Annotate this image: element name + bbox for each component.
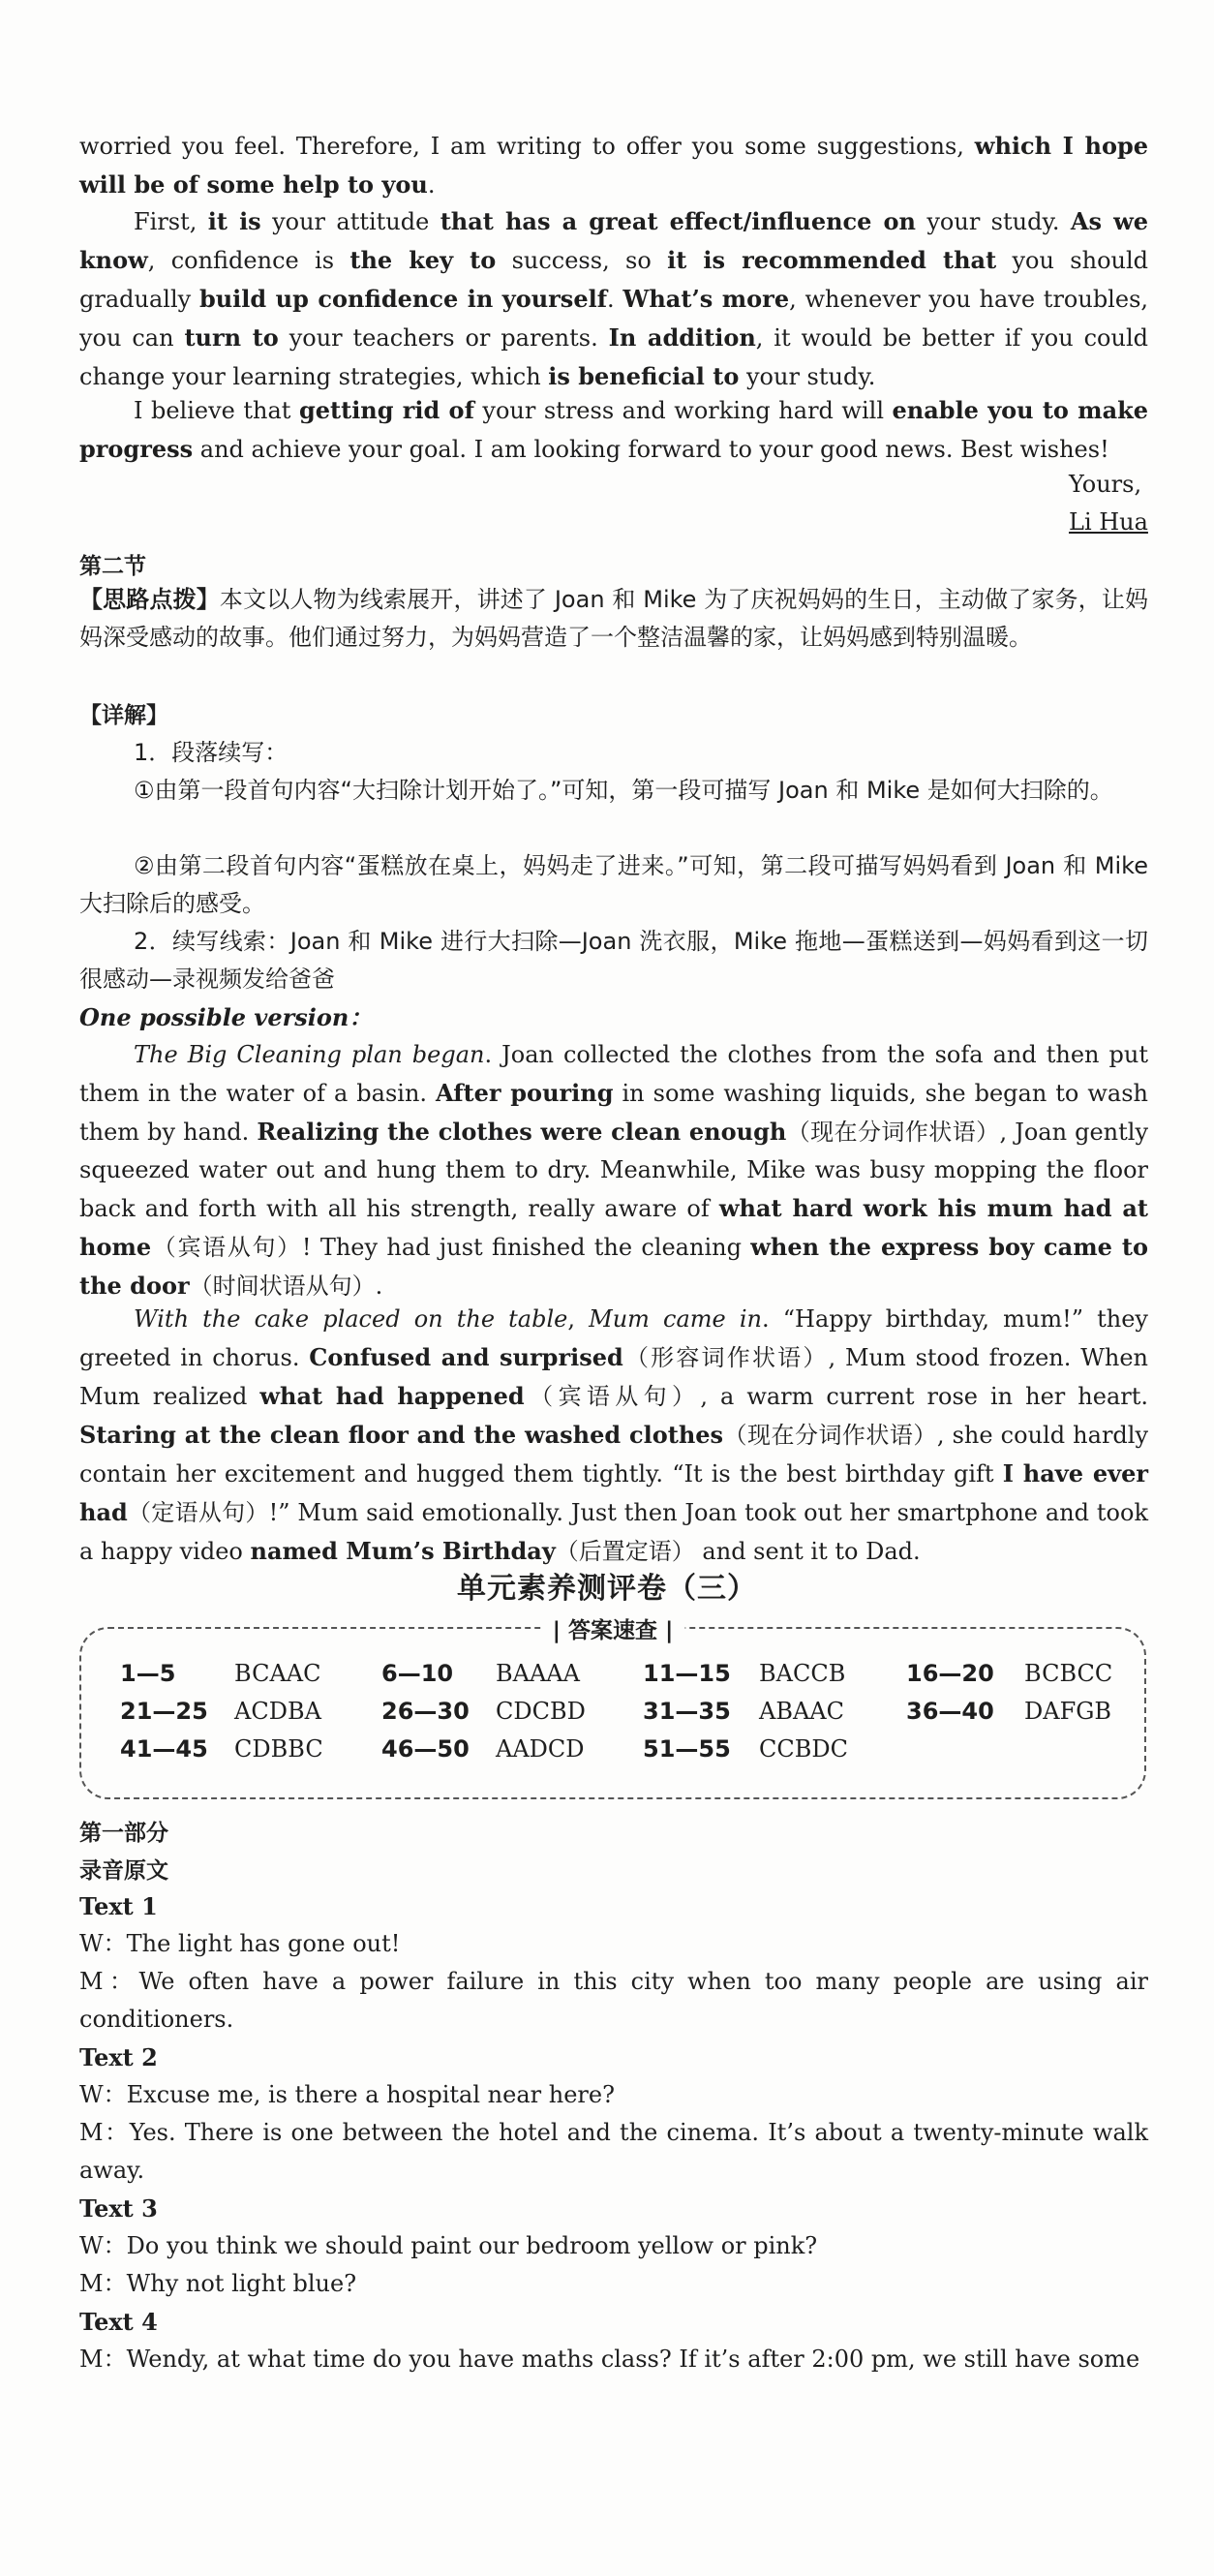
dialogue-line: M：Why not light blue? [79,2270,357,2297]
dialogue-line: W：The light has gone out! [79,1930,401,1957]
version-paragraph-2: With the cake placed on the table, Mum came in. “Happy birthday, mum!” they greeted in chorus. Confused and surprised（形容词作状语）, Mum stood frozen. When Mum realized what had happened（宾语从句）, a warm current rose in her heart. Staring at the clean floor and the washed clothes（现在分词作状语）, she could hardly contain her excitement and hugged them tightly. “It is the best birthday gift I have ever had（定语从句）!” Mum said emotionally. Just then Joan took out her smartphone and took a happy video named Mum’s Birthday（后置定语） and sent it to Dad. [79,1305,1149,1565]
detail-label: 【详解】 [79,703,168,728]
part-heading: 第一部分 [79,1821,168,1846]
detail-item-1: 1．段落续写： [134,739,288,766]
unit-title: 单元素养测评卷（三） [457,1572,757,1606]
dialogue-line: M：Yes. There is one between the hotel and the cinema. It’s about a twenty-minute walk away. [79,2119,1148,2184]
dialogue-line: W：Excuse me, is there a hospital near here? [79,2081,615,2108]
version-paragraph-1: The Big Cleaning plan began. Joan collected the clothes from the sofa and then put them in the water of a basin. After pouring in some washing liquids, she began to wash them by hand. Realizing the clothes were clean enough（现在分词作状语）, Joan gently squeezed water out and hung them to dry. Meanwhile, Mike was busy mopping the floor back and forth with all his strength, really aware of what hard work his mum had at home（宾语从句）! They had just finished the cleaning when the express boy came to the door（时间状语从句）. [79,1041,1149,1300]
text-label: Text 1 [79,1892,158,1920]
version-label: One possible version： [79,1003,373,1031]
dialogue-line: M：We often have a power failure in this city when too many people are using air conditioners. [79,1968,1148,2033]
letter-paragraph-0: worried you feel. Therefore, I am writing to offer you some suggestions, which I hope will be of some help to you. [79,132,1149,199]
letter-paragraph-2: I believe that getting rid of your stress and working hard will enable you to make progress and achieve your goal. I am looking forward to your good news. Best wishes! [79,396,1149,463]
letter-paragraph-1: First, it is your attitude that has a great effect/influence on your study. As we know, confidence is the key to success, so it is recommended that you should gradually build up confidence in yourself. What’s more, whenever you have troubles, you can turn to your teachers or parents. In addition, it would be better if you could change your learning strategies, which is beneficial to your study. [79,207,1149,390]
detail-item-1a: ①由第一段首句内容“大扫除计划开始了。”可知，第一段可描写 Joan 和 Mike 是如何大扫除的。 [134,777,1113,804]
tip-paragraph: 【思路点拨】本文以人物为线索展开，讲述了 Joan 和 Mike 为了庆祝妈妈的生日，主动做了家务，让妈妈深受感动的故事。他们通过努力，为妈妈营造了一个整洁温馨的家，让妈妈感到特别温暖。 [79,586,1148,651]
answer-key-box: | 答案速查 | 1—5 BCAAC 6—10 BAAAA 11—15 BACCB 16—20 BCBCC 21—25 ACDBA 26—30 CDCBD 31—35 ABAAC 36—40 DAFGB 41—45 CDBBC 46—50 AADCD 51—55 CCBDC [79,1627,1146,1799]
text-label: Text 4 [79,2308,158,2336]
text-label: Text 2 [79,2043,158,2071]
letter-signature: Li Hua [1069,508,1148,536]
letter-closing: Yours, [1069,471,1142,498]
text-label: Text 3 [79,2194,158,2223]
section-heading: 第二节 [79,554,146,579]
dialogue-line: M：Wendy, at what time do you have maths class? If it’s after 2:00 pm, we still have some [79,2346,1140,2373]
part-subheading: 录音原文 [79,1858,168,1884]
dialogue-line: W：Do you think we should paint our bedroom yellow or pink? [79,2232,818,2259]
answer-key-label: | 答案速查 | [541,1612,685,1644]
detail-item-1b: ②由第二段首句内容“蛋糕放在桌上，妈妈走了进来。”可知，第二段可描写妈妈看到 Joan 和 Mike 大扫除后的感受。 [79,852,1148,917]
detail-item-2: 2．续写线索：Joan 和 Mike 进行大扫除—Joan 洗衣服，Mike 拖地—蛋糕送到—妈妈看到这一切很感动—录视频发给爸爸 [79,928,1148,993]
